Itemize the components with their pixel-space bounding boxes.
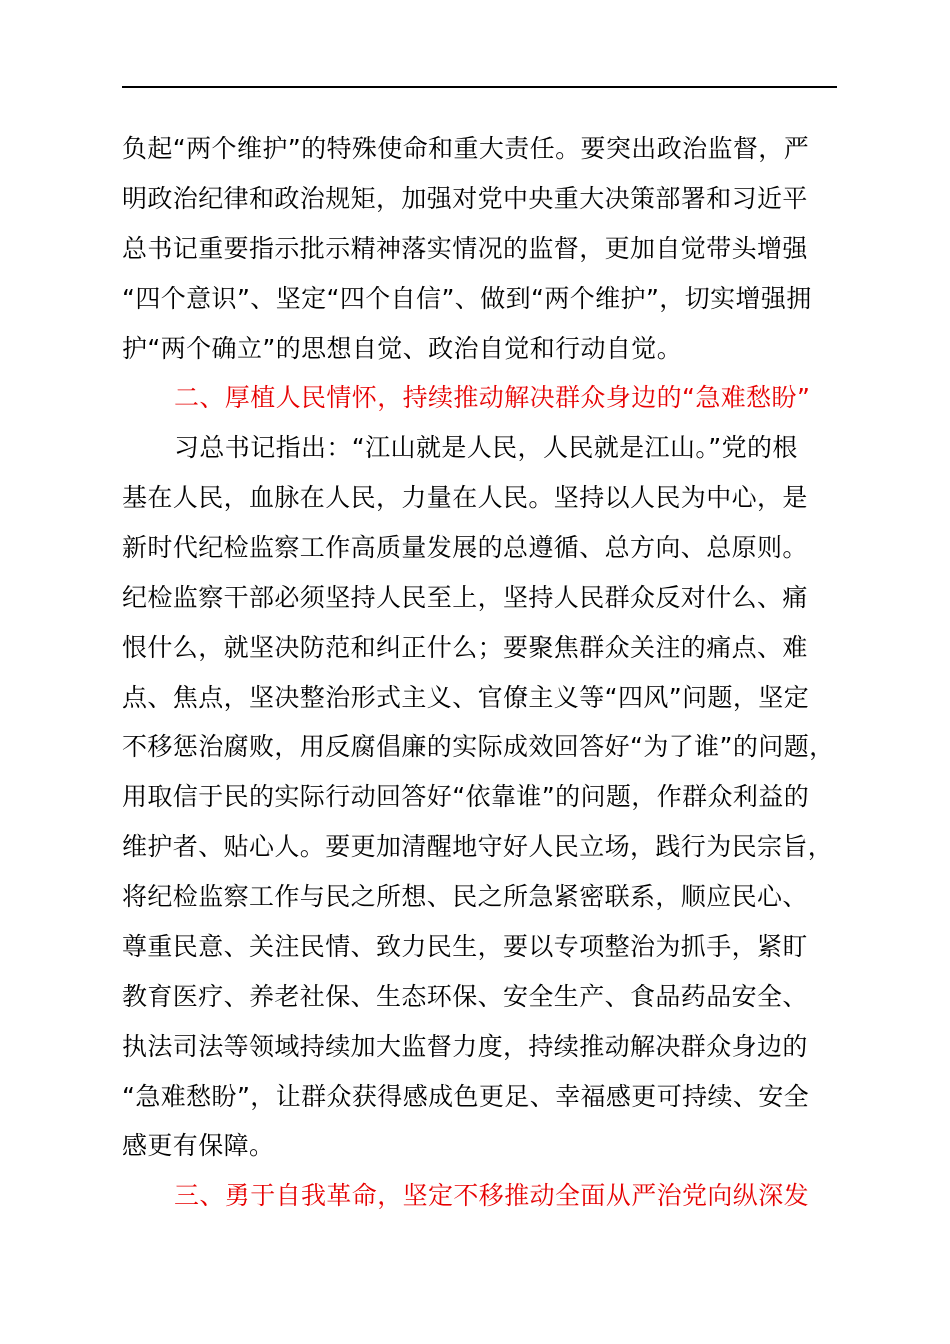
text-line: 感更有保障。	[122, 1131, 275, 1160]
text-line: 将纪检监察工作与民之所想、民之所急紧密联系，顺应民心、	[122, 882, 808, 911]
text-line: 执法司法等领域持续加大监督力度，持续推动解决群众身边的	[122, 1032, 808, 1061]
text-line: 教育医疗、养老社保、生态环保、安全生产、食品药品安全、	[122, 982, 808, 1011]
text-line: 点、焦点，坚决整治形式主义、官僚主义等“四风”问题，坚定	[122, 683, 810, 712]
text-line: 护“两个确立”的思想自觉、政治自觉和行动自觉。	[122, 334, 683, 363]
text-line: 明政治纪律和政治规矩，加强对党中央重大决策部署和习近平	[122, 184, 808, 213]
text-line: 总书记重要指示批示精神落实情况的监督，更加自觉带头增强	[122, 234, 808, 263]
text-line: 尊重民意、关注民情、致力民生，要以专项整治为抓手，紧盯	[122, 932, 808, 961]
text-line: “急难愁盼”，让群众获得感成色更足、幸福感更可持续、安全	[122, 1082, 810, 1111]
text-line: 用取信于民的实际行动回答好“依靠谁”的问题，作群众利益的	[122, 782, 810, 811]
text-line: 维护者、贴心人。要更加清醒地守好人民立场，践行为民宗旨，	[122, 832, 834, 861]
text-line: 基在人民，血脉在人民，力量在人民。坚持以人民为中心，是	[122, 483, 808, 512]
text-line: 恨什么，就坚决防范和纠正什么；要聚焦群众关注的痛点、难	[122, 633, 808, 662]
text-line: 新时代纪检监察工作高质量发展的总遵循、总方向、总原则。	[122, 533, 808, 562]
section-heading-3: 三、勇于自我革命，坚定不移推动全面从严治党向纵深发	[174, 1181, 810, 1210]
text-line: 负起“两个维护”的特殊使命和重大责任。要突出政治监督，严	[122, 134, 810, 163]
section-heading-2: 二、厚植人民情怀，持续推动解决群众身边的“急难愁盼”	[174, 383, 811, 412]
header-rule	[122, 86, 837, 88]
text-line: 习总书记指出：“江山就是人民，人民就是江山。”党的根	[174, 433, 798, 462]
text-line: “四个意识”、坚定“四个自信”、做到“两个维护”，切实增强拥	[122, 284, 812, 313]
text-line: 纪检监察干部必须坚持人民至上，坚持人民群众反对什么、痛	[122, 583, 808, 612]
text-line: 不移惩治腐败，用反腐倡廉的实际成效回答好“为了谁”的问题，	[122, 732, 835, 761]
